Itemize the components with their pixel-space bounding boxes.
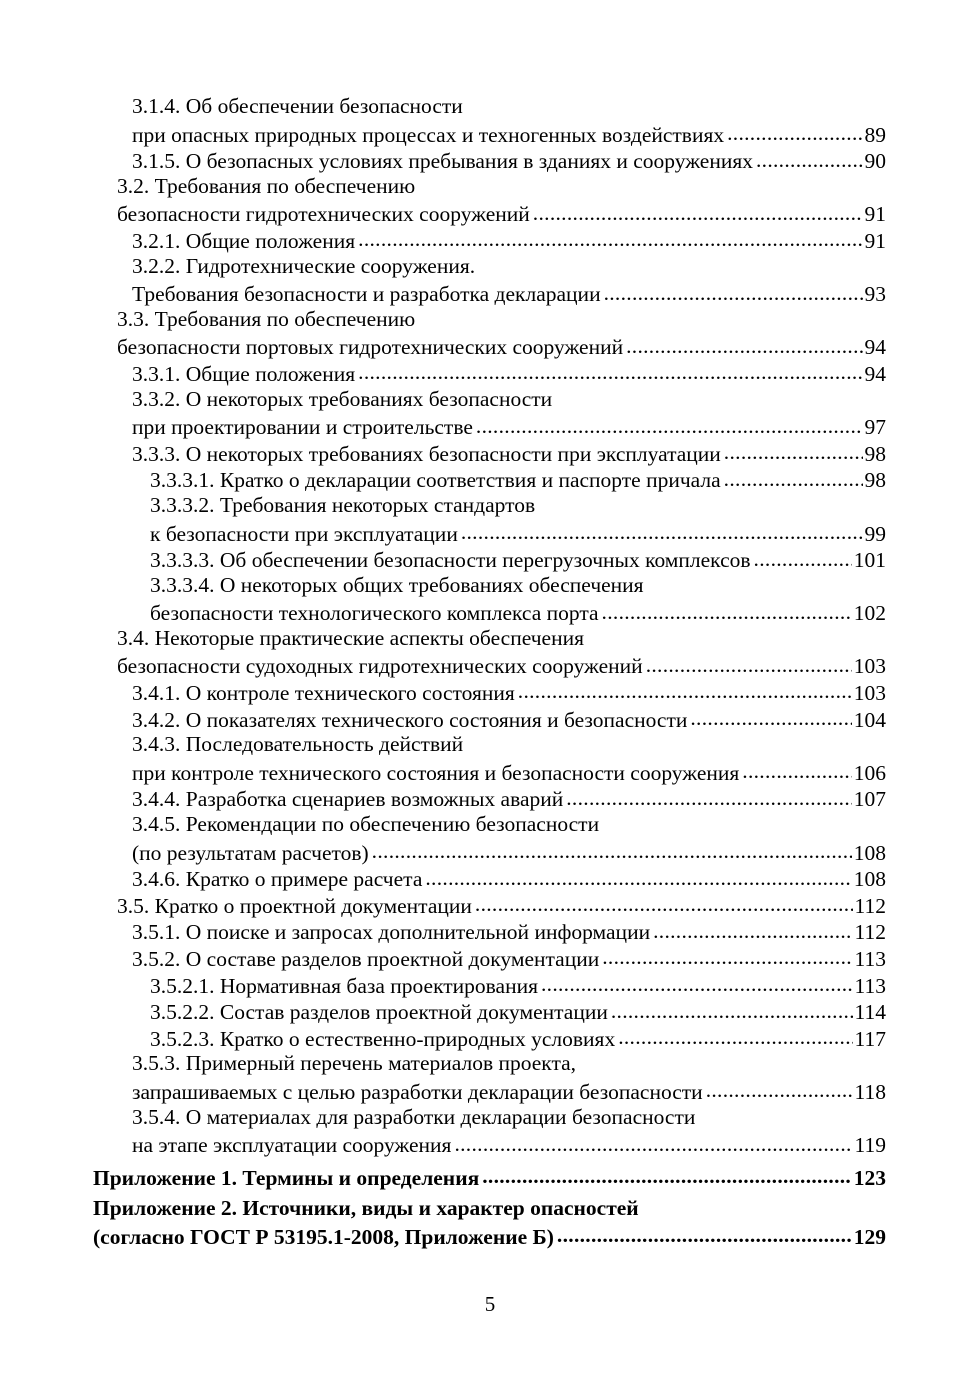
toc-entry-title: 3.3.3.2. Требования некоторых стандартов bbox=[150, 492, 536, 517]
table-of-contents bbox=[0, 93, 980, 1249]
toc-entry-page: 113 bbox=[854, 973, 886, 998]
toc-entry bbox=[132, 386, 886, 413]
toc-entry bbox=[117, 306, 886, 333]
toc-entry-title: запрашиваемых с целью разработки декларации безопасности bbox=[132, 1079, 703, 1104]
toc-entry bbox=[132, 811, 886, 838]
dot-leader bbox=[482, 1163, 852, 1185]
dot-leader bbox=[518, 678, 852, 700]
dot-leader bbox=[690, 705, 851, 727]
dot-leader bbox=[461, 519, 863, 541]
toc-entry bbox=[150, 492, 886, 519]
dot-leader bbox=[706, 1077, 853, 1099]
toc-entry bbox=[117, 332, 886, 359]
dot-leader bbox=[475, 891, 853, 913]
toc-entry-page: 103 bbox=[853, 654, 886, 679]
toc-entry-page: 94 bbox=[864, 335, 886, 360]
dot-leader bbox=[611, 997, 853, 1019]
toc-entry-title: 3.1.4. Об обеспечении безопасности bbox=[132, 94, 463, 118]
toc-entry bbox=[132, 279, 886, 306]
toc-entry-page: 112 bbox=[854, 893, 886, 918]
toc-entry-title: при опасных природных процессах и техногенных воздействиях bbox=[132, 122, 725, 147]
toc-entry bbox=[132, 120, 886, 147]
toc-entry-page: 98 bbox=[864, 468, 886, 493]
dot-leader bbox=[724, 439, 863, 461]
toc-entry-title: при проектировании и строительстве bbox=[132, 415, 473, 440]
toc-entry bbox=[117, 651, 886, 678]
toc-entry-title: 3.5.3. Примерный перечень материалов проекта, bbox=[132, 1051, 577, 1076]
toc-entry-title: Приложение 2. Источники, виды и характер опасностей bbox=[93, 1196, 639, 1221]
toc-entry-title: 3.4.3. Последовательность действий bbox=[132, 732, 464, 757]
toc-entry bbox=[132, 678, 886, 705]
toc-entry-title: 3.4.1. О контроле технического состояния bbox=[132, 681, 515, 706]
dot-leader bbox=[541, 971, 853, 993]
dot-leader bbox=[476, 412, 863, 434]
toc-entry bbox=[132, 1130, 886, 1157]
toc-entry bbox=[132, 146, 886, 173]
dot-leader bbox=[742, 758, 851, 780]
toc-entry bbox=[150, 465, 886, 492]
toc-entry bbox=[132, 864, 886, 891]
toc-entry-page: 99 bbox=[864, 521, 886, 546]
toc-entry-title: (согласно ГОСТ Р 53195.1-2008, Приложение Б) bbox=[93, 1224, 554, 1249]
toc-entry bbox=[132, 439, 886, 466]
toc-entry-title: (по результатам расчетов) bbox=[132, 840, 369, 865]
toc-entry-title: безопасности гидротехнических сооружений bbox=[117, 202, 530, 227]
toc-entry-page: 129 bbox=[853, 1224, 886, 1249]
toc-entry-title: при контроле технического состояния и безопасности сооружения bbox=[132, 760, 740, 785]
toc-entry bbox=[132, 359, 886, 386]
toc-entry-page: 119 bbox=[854, 1133, 886, 1158]
toc-entry-page: 106 bbox=[853, 760, 886, 785]
toc-entry-title: Приложение 1. Термины и определения bbox=[93, 1165, 480, 1190]
toc-entry bbox=[132, 253, 886, 280]
toc-entry-title: безопасности технологического комплекса порта bbox=[150, 601, 599, 626]
toc-entry-title: на этапе эксплуатации сооружения bbox=[132, 1133, 452, 1158]
toc-entry-page: 98 bbox=[864, 441, 886, 466]
toc-entry-page: 117 bbox=[854, 1026, 886, 1051]
toc-entry-page: 118 bbox=[854, 1079, 886, 1104]
toc-entry bbox=[150, 1024, 886, 1051]
toc-entry-title: 3.4.4. Разработка сценариев возможных аварий bbox=[132, 787, 564, 812]
toc-entry bbox=[150, 598, 886, 625]
toc-entry-title: 3.1.5. О безопасных условиях пребывания в зданиях и сооружениях bbox=[132, 149, 753, 174]
toc-entry-title: 3.5.2.1. Нормативная база проектирования bbox=[150, 973, 538, 998]
toc-entry bbox=[93, 1163, 886, 1190]
toc-entry bbox=[132, 705, 886, 732]
toc-entry bbox=[132, 944, 886, 971]
dot-leader bbox=[358, 359, 862, 381]
toc-entry bbox=[132, 226, 886, 253]
page-number: 5 bbox=[484, 1292, 496, 1316]
toc-entry bbox=[117, 173, 886, 200]
toc-entry bbox=[117, 891, 886, 918]
toc-entry-page: 114 bbox=[854, 1000, 886, 1025]
toc-entry-page: 113 bbox=[854, 947, 886, 971]
toc-entry-title: безопасности портовых гидротехнических сооружений bbox=[117, 335, 624, 360]
toc-entry bbox=[150, 545, 886, 572]
dot-leader bbox=[653, 917, 852, 939]
toc-entry-page: 102 bbox=[853, 601, 886, 626]
toc-entry-title: 3.4.5. Рекомендации по обеспечению безопасности bbox=[132, 812, 600, 837]
toc-entry bbox=[93, 1222, 886, 1249]
toc-entry-title: 3.3.3. О некоторых требованиях безопасности при эксплуатации bbox=[132, 441, 721, 466]
toc-entry-title: 3.5.2. О составе разделов проектной документации bbox=[132, 947, 600, 971]
toc-entry bbox=[132, 731, 886, 758]
toc-entry bbox=[150, 971, 886, 998]
toc-entry-title: 3.3.2. О некоторых требованиях безопасности bbox=[132, 386, 553, 411]
toc-entry-page: 89 bbox=[864, 122, 886, 147]
toc-entry-title: 3.5. Кратко о проектной документации bbox=[117, 893, 472, 918]
dot-leader bbox=[626, 332, 862, 354]
toc-entry-page: 101 bbox=[853, 548, 886, 573]
toc-entry-page: 93 bbox=[864, 282, 886, 307]
dot-leader bbox=[604, 279, 863, 301]
toc-entry-title: 3.4.6. Кратко о примере расчета bbox=[132, 867, 423, 892]
toc-entry-title: 3.5.4. О материалах для разработки декларации безопасности bbox=[132, 1104, 696, 1129]
toc-entry-title: 3.3.3.4. О некоторых общих требованиях обеспечения bbox=[150, 572, 644, 597]
toc-entry-page: 94 bbox=[864, 361, 886, 386]
toc-entry-title: 3.5.1. О поиске и запросах дополнительной информации bbox=[132, 920, 651, 945]
toc-entry bbox=[117, 625, 886, 652]
toc-entry-title: 3.2. Требования по обеспечению bbox=[117, 173, 416, 198]
dot-leader bbox=[372, 838, 852, 860]
dot-leader bbox=[566, 784, 852, 806]
toc-entry-page: 108 bbox=[853, 840, 886, 865]
toc-entry-title: 3.3.3.3. Об обеспечении безопасности перегрузочных комплексов bbox=[150, 548, 751, 573]
dot-leader bbox=[756, 146, 863, 168]
dot-leader bbox=[533, 199, 863, 221]
toc-entry-page: 91 bbox=[864, 202, 886, 227]
toc-entry-title: 3.4.2. О показателях технического состояния и безопасности bbox=[132, 707, 688, 732]
toc-entry-page: 108 bbox=[853, 867, 886, 892]
toc-entry bbox=[132, 838, 886, 865]
toc-entry-title: 3.4. Некоторые практические аспекты обеспечения bbox=[117, 625, 584, 650]
dot-leader bbox=[724, 465, 863, 487]
dot-leader bbox=[602, 598, 852, 620]
dot-leader bbox=[646, 651, 852, 673]
dot-leader bbox=[454, 1130, 852, 1152]
toc-entry-title: к безопасности при эксплуатации bbox=[150, 521, 458, 546]
toc-entry bbox=[132, 1104, 886, 1131]
toc-entry-page: 107 bbox=[853, 787, 886, 812]
toc-entry-page: 104 bbox=[853, 707, 886, 732]
toc-entry bbox=[150, 519, 886, 546]
dot-leader bbox=[602, 944, 852, 966]
toc-entry-title: 3.2.2. Гидротехнические сооружения. bbox=[132, 253, 476, 278]
toc-entry bbox=[132, 784, 886, 811]
toc-entry bbox=[150, 997, 886, 1024]
toc-entry-page: 103 bbox=[853, 681, 886, 706]
dot-leader bbox=[425, 864, 851, 886]
toc-entry-page: 91 bbox=[864, 228, 886, 253]
toc-entry-title: Требования безопасности и разработка декларации bbox=[132, 282, 601, 307]
dot-leader bbox=[557, 1222, 852, 1244]
toc-entry bbox=[132, 93, 886, 120]
toc-entry-title: 3.3.3.1. Кратко о декларации соответствия и паспорте причала bbox=[150, 468, 721, 493]
toc-entry bbox=[150, 572, 886, 599]
toc-entry-title: 3.3. Требования по обеспечению bbox=[117, 306, 416, 331]
toc-entry bbox=[132, 1077, 886, 1104]
toc-entry-page: 90 bbox=[864, 149, 886, 174]
toc-entry bbox=[117, 199, 886, 226]
toc-entry bbox=[132, 917, 886, 944]
toc-entry bbox=[132, 1050, 886, 1077]
toc-entry-title: безопасности судоходных гидротехнических сооружений bbox=[117, 654, 643, 679]
dot-leader bbox=[358, 226, 862, 248]
toc-entry bbox=[132, 412, 886, 439]
toc-entry-title: 3.3.1. Общие положения bbox=[132, 361, 356, 386]
dot-leader bbox=[618, 1024, 852, 1046]
dot-leader bbox=[727, 120, 862, 142]
toc-entry-title: 3.5.2.3. Кратко о естественно-природных условиях bbox=[150, 1026, 616, 1051]
toc-entry-page: 112 bbox=[854, 920, 886, 945]
toc-entry-title: 3.5.2.2. Состав разделов проектной документации bbox=[150, 1000, 608, 1025]
toc-entry-title: 3.2.1. Общие положения bbox=[132, 228, 356, 253]
toc-entry-page: 97 bbox=[864, 415, 886, 440]
toc-entry bbox=[93, 1195, 886, 1222]
toc-entry-page: 123 bbox=[853, 1165, 886, 1190]
toc-entry bbox=[132, 758, 886, 785]
dot-leader bbox=[754, 545, 852, 567]
